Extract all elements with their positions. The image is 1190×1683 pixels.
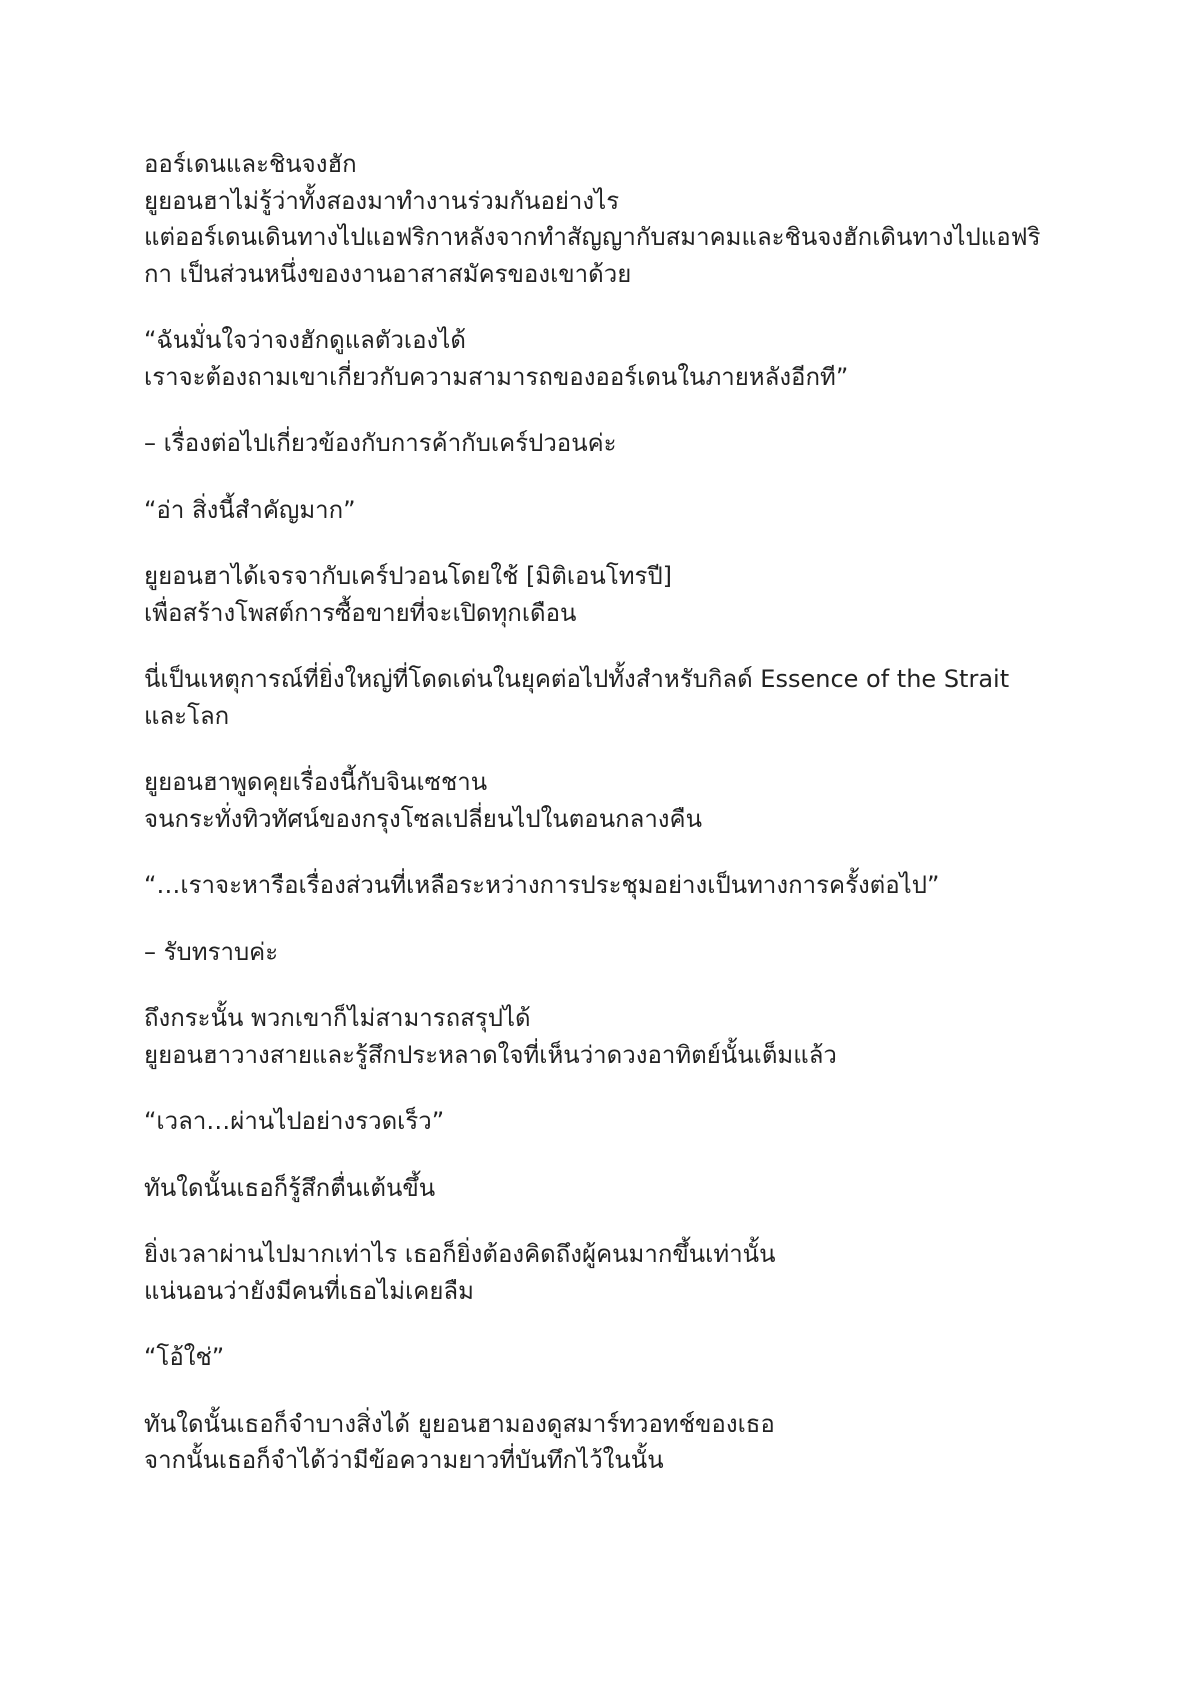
text-line: ทันใดนั้นเธอก็จำบางสิ่งได้ ยูยอนฮามองดูสมาร์ทวอทช์ของเธอ xyxy=(144,1409,775,1438)
text-line: ออร์เดนและชินจงฮัก xyxy=(144,150,357,178)
paragraph xyxy=(144,558,1049,631)
text-line: – รับทราบค่ะ xyxy=(144,937,279,966)
text-line: ยูยอนฮาพูดคุยเรื่องนี้กับจินเซชาน xyxy=(144,768,488,796)
paragraph xyxy=(144,425,1049,462)
paragraph xyxy=(144,492,1049,529)
text-line: นี่เป็นเหตุการณ์ที่ยิ่งใหญ่ที่โดดเด่นในยุคต่อไปทั้งสำหรับกิลด์ Essence of the Strait xyxy=(144,665,1010,693)
text-line: ยูยอนฮาได้เจรจากับเคร์ปวอนโดยใช้ [มิติเอนโทรปี] xyxy=(144,562,673,590)
text-line: เพื่อสร้างโพสต์การซื้อขายที่จะเปิดทุกเดือน xyxy=(144,598,577,627)
text-line: จากนั้นเธอก็จำได้ว่ามีข้อความยาวที่บันทึกไว้ในนั้น xyxy=(144,1446,664,1474)
paragraph xyxy=(144,1000,1049,1073)
paragraph xyxy=(144,1236,1049,1309)
paragraph xyxy=(144,661,1049,734)
paragraph xyxy=(144,146,1049,292)
text-line: และโลก xyxy=(144,701,230,730)
paragraph xyxy=(144,764,1049,837)
body-text xyxy=(144,146,1049,1509)
text-line: “เวลา…ผ่านไปอย่างรวดเร็ว” xyxy=(144,1107,445,1135)
text-line: แน่นอนว่ายังมีคนที่เธอไม่เคยลืม xyxy=(144,1276,474,1305)
paragraph xyxy=(144,1406,1049,1479)
text-line: “อ่า สิ่งนี้สำคัญมาก” xyxy=(144,495,356,524)
text-line: ยูยอนฮาไม่รู้ว่าทั้งสองมาทำงานร่วมกันอย่างไร xyxy=(144,186,620,215)
text-line: – เรื่องต่อไปเกี่ยวข้องกับการค้ากับเคร์ปวอนค่ะ xyxy=(144,429,617,457)
text-line: แต่ออร์เดนเดินทางไปแอฟริกาหลังจากทำสัญญากับสมาคมและชินจงฮักเดินทางไปแอฟริ xyxy=(144,223,1041,251)
paragraph xyxy=(144,1339,1049,1376)
text-line: ทันใดนั้นเธอก็รู้สึกตื่นเต้นขึ้น xyxy=(144,1173,436,1202)
paragraph xyxy=(144,867,1049,904)
text-line: “…เราจะหารือเรื่องส่วนที่เหลือระหว่างการประชุมอย่างเป็นทางการครั้งต่อไป” xyxy=(144,871,940,899)
text-line: ยูยอนฮาวางสายและรู้สึกประหลาดใจที่เห็นว่าดวงอาทิตย์นั้นเต็มแล้ว xyxy=(144,1040,837,1069)
text-line: ถึงกระนั้น พวกเขาก็ไม่สามารถสรุปได้ xyxy=(144,1004,531,1032)
paragraph xyxy=(144,1103,1049,1140)
text-line: กา เป็นส่วนหนึ่งของงานอาสาสมัครของเขาด้วย xyxy=(144,259,632,288)
paragraph xyxy=(144,934,1049,971)
paragraph xyxy=(144,322,1049,395)
text-line: ยิ่งเวลาผ่านไปมากเท่าไร เธอก็ยิ่งต้องคิดถึงผู้คนมากขึ้นเท่านั้น xyxy=(144,1240,776,1268)
text-line: “ฉันมั่นใจว่าจงฮักดูแลตัวเองได้ xyxy=(144,326,466,354)
text-line: จนกระทั่งทิวทัศน์ของกรุงโซลเปลี่ยนไปในตอนกลางคืน xyxy=(144,804,702,833)
text-line: “โอ้ใช่” xyxy=(144,1343,225,1371)
text-line: เราจะต้องถามเขาเกี่ยวกับความสามารถของออร์เดนในภายหลังอีกที” xyxy=(144,362,849,391)
paragraph xyxy=(144,1170,1049,1207)
